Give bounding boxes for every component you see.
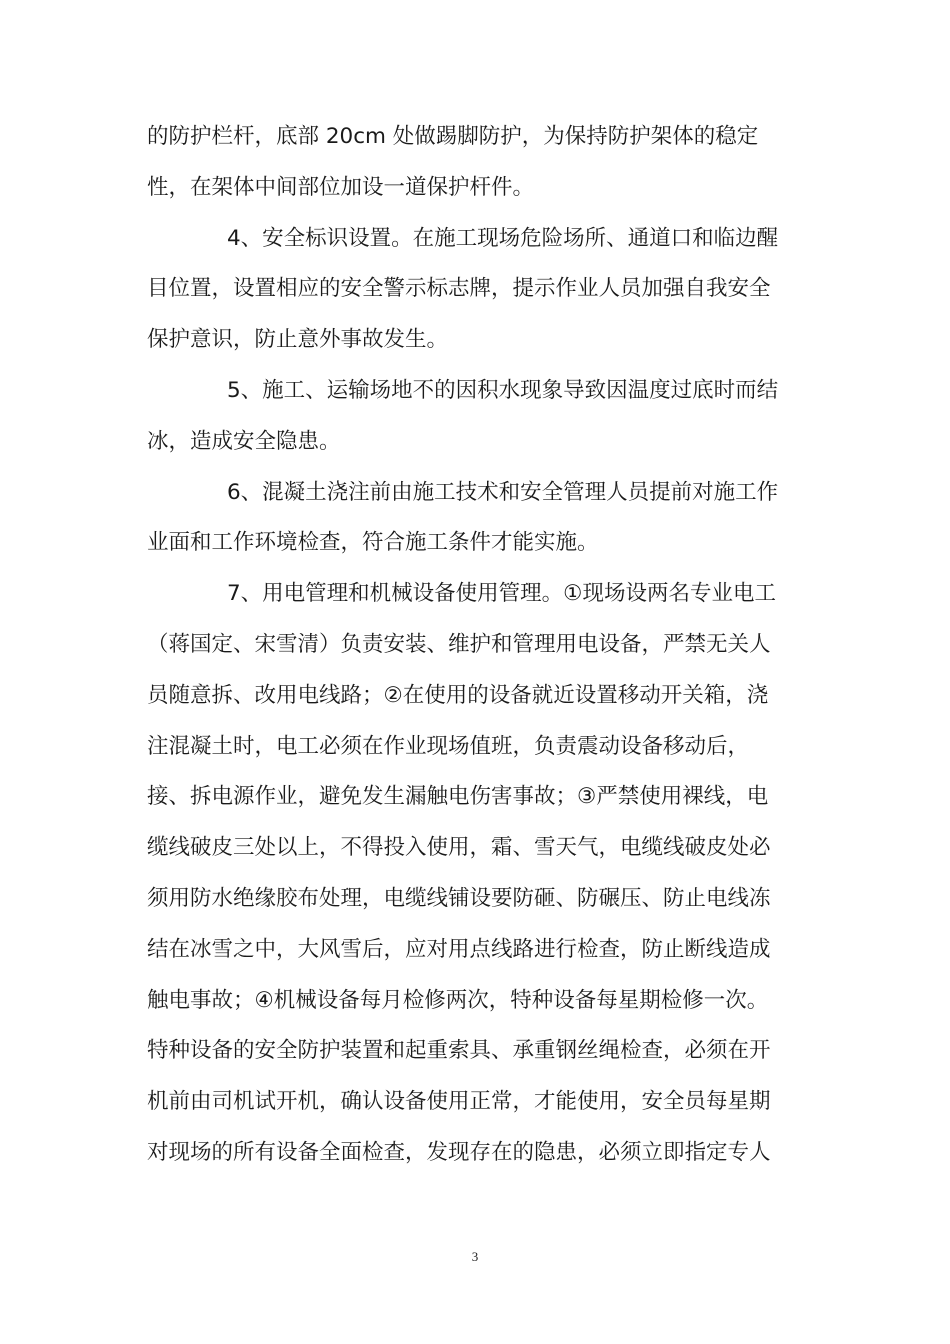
text-line: 保护意识，防止意外事故发生。 (147, 327, 449, 353)
text-line: 接、拆电源作业，避免发生漏触电伤害事故；③严禁使用裸线，电 (147, 784, 769, 810)
text-line: 冰，造成安全隐患。 (147, 428, 341, 454)
text-line: （蒋国定、宋雪清）负责安装、维护和管理用电设备，严禁无关人 (147, 632, 771, 657)
page-number: 3 (471, 1249, 479, 1264)
text-line: 性，在架体中间部位加设一道保护杆件。 (147, 174, 535, 200)
text-line: 员随意拆、改用电线路；②在使用的设备就近设置移动开关箱，浇 (147, 682, 769, 708)
text-line: 触电事故；④机械设备每月检修两次，特种设备每星期检修一次。 (147, 987, 769, 1013)
text-line: 业面和工作环境检查，符合施工条件才能实施。 (147, 530, 599, 556)
text-line: 5、施工、运输场地不的因积水现象导致因温度过底时而结 (227, 378, 779, 403)
text-line: 的防护栏杆，底部 20cm 处做踢脚防护，为保持防护架体的稳定 (147, 124, 759, 149)
text-line: 结在冰雪之中，大风雪后，应对用点线路进行检查，防止断线造成 (147, 936, 771, 962)
text-line: 特种设备的安全防护装置和起重索具、承重钢丝绳检查，必须在开 (147, 1038, 771, 1064)
text-line: 须用防水绝缘胶布处理，电缆线铺设要防砸、防碾压、防止电线冻 (147, 886, 771, 911)
text-line: 目位置，设置相应的安全警示标志牌，提示作业人员加强自我安全 (147, 276, 771, 302)
text-line: 缆线破皮三处以上，不得投入使用，霜、雪天气，电缆线破皮处必 (147, 835, 771, 861)
text-line: 7、用电管理和机械设备使用管理。①现场设两名专业电工 (227, 581, 776, 607)
text-line: 注混凝土时，电工必须在作业现场值班，负责震动设备移动后， (147, 733, 750, 759)
text-line: 4、安全标识设置。在施工现场危险场所、通道口和临边醒 (227, 225, 779, 251)
text-line: 机前由司机试开机，确认设备使用正常，才能使用，安全员每星期 (147, 1089, 771, 1115)
text-line: 对现场的所有设备全面检查，发现存在的隐患，必须立即指定专人 (147, 1140, 771, 1165)
text-line: 6、混凝土浇注前由施工技术和安全管理人员提前对施工作 (227, 479, 779, 505)
